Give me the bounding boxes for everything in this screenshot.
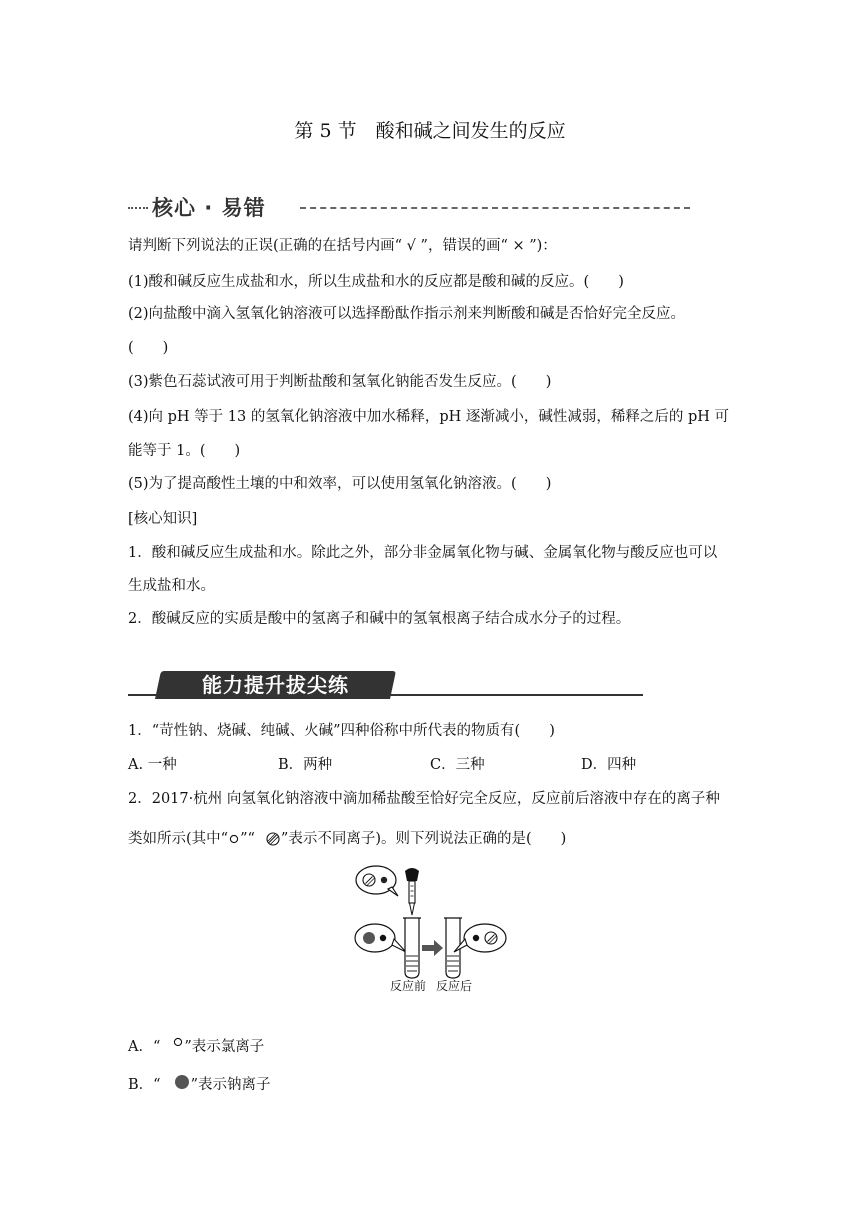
question-2-stem: 2．2017·杭州 向氢氧化钠溶液中滴加稀盐酸至恰好完全反应，反应前后溶液中存在的离子种 [128, 791, 720, 807]
option-b-prefix: B．“ [128, 1077, 161, 1093]
statement-2-bracket: ( ) [128, 340, 169, 356]
page-title: 第 5 节 酸和碱之间发生的反应 [294, 120, 566, 142]
gray-filled-circle-icon [173, 1075, 191, 1093]
hatched-circle-icon [265, 831, 281, 847]
after-bubble [454, 924, 506, 952]
before-bubble [355, 924, 406, 952]
stem-text-b: ”“ [240, 831, 255, 847]
label-after: 反应后 [435, 979, 473, 993]
q2-option-a [128, 1037, 264, 1057]
stem-text-c: ”表示不同离子)。则下列说法正确的是( ) [280, 831, 567, 847]
dropper-bubble [356, 866, 398, 896]
right-arrow-icon [422, 940, 443, 956]
section-heading-label: 能力提升拔尖练 [202, 673, 349, 697]
statement-4: (4)向 pH 等于 13 的氢氧化钠溶液中加水稀释，pH 逐渐减小，碱性减弱，稀释之后的 pH 可 [128, 409, 730, 425]
test-tube-before [403, 918, 421, 978]
q1-option-d: D．四种 [581, 757, 637, 773]
stem-text-a: 类如所示(其中“ [128, 831, 229, 847]
heading-dots-left [128, 207, 148, 209]
statement-4-cont: 能等于 1。( ) [128, 443, 241, 459]
small-open-circle-icon [228, 833, 240, 845]
statement-2: (2)向盐酸中滴入氢氧化钠溶液可以选择酚酞作指示剂来判断酸和碱是否恰好完全反应。 [128, 306, 686, 322]
knowledge-1: 1．酸和碱反应生成盐和水。除此之外，部分非金属氧化物与碱、金属氧化物与酸反应也可以 [128, 545, 718, 561]
dropper-icon [405, 868, 419, 915]
statement-5: (5)为了提高酸性土壤的中和效率，可以使用氢氧化钠溶液。( ) [128, 476, 552, 492]
question-2-stem-line2 [128, 829, 566, 849]
heading-dashes-right [300, 207, 690, 209]
judgement-intro: 请判断下列说法的正误(正确的在括号内画“ √ ”，错误的画“ × ”)： [128, 238, 557, 254]
q2-option-b [128, 1075, 271, 1095]
knowledge-1-cont: 生成盐和水。 [128, 578, 215, 594]
statement-1: (1)酸和碱反应生成盐和水，所以生成盐和水的反应都是酸和碱的反应。( ) [128, 274, 624, 290]
question-1-stem: 1．“苛性钠、烧碱、纯碱、火碱”四种俗称中所代表的物质有( ) [128, 723, 555, 739]
small-open-circle-icon [172, 1037, 184, 1049]
knowledge-heading: [核心知识] [128, 511, 198, 527]
option-b-suffix: ”表示钠离子 [190, 1077, 271, 1093]
label-before: 反应前 [389, 979, 427, 993]
option-a-suffix: ”表示氯离子 [184, 1039, 265, 1055]
reaction-figure [350, 860, 510, 995]
section-heading-ability [128, 671, 643, 701]
statement-3: (3)紫色石蕊试液可用于判断盐酸和氢氧化钠能否发生反应。( ) [128, 374, 552, 390]
heading-tab [155, 671, 396, 699]
q1-option-a: A. 一种 [128, 757, 177, 773]
knowledge-2: 2．酸碱反应的实质是酸中的氢离子和碱中的氢氧根离子结合成水分子的过程。 [128, 611, 631, 627]
q1-option-c: C．三种 [430, 757, 485, 773]
section-heading-core [128, 192, 690, 222]
option-a-prefix: A．“ [128, 1039, 161, 1055]
section-heading-label: 核心 · 易错 [152, 196, 266, 220]
q1-option-b: B．两种 [278, 757, 333, 773]
